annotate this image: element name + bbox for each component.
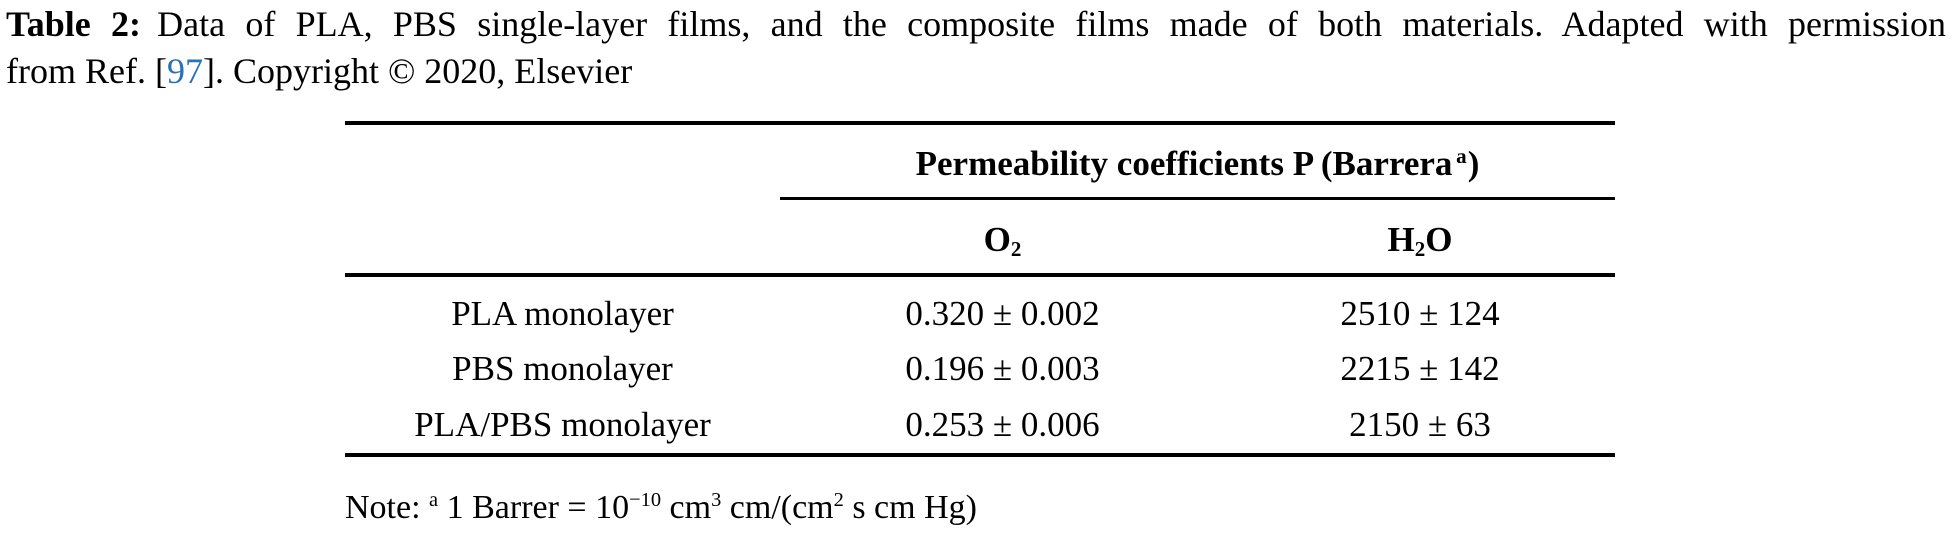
spanner-empty-cell — [345, 123, 780, 198]
note-text: 1 Barrer = 10 — [438, 489, 630, 526]
caption-text-line-2-pre: from Ref. [ — [6, 51, 167, 91]
note-exponent: 2 — [833, 488, 844, 511]
note-exponent: 3 — [711, 488, 722, 511]
h2o-post: O — [1425, 220, 1453, 260]
table-caption — [6, 1, 1946, 95]
cell-h2o-value: 2510 ± 124 — [1340, 293, 1500, 333]
caption-line-2 — [6, 48, 1946, 95]
note-text: cm — [661, 489, 712, 526]
table-row — [345, 341, 1615, 398]
cell-o2-value: 0.320 ± 0.002 — [905, 293, 1100, 333]
row-label: PLA/PBS monolayer — [345, 398, 780, 455]
note-exponent: −10 — [629, 488, 662, 511]
spanner-header-close: ) — [1467, 143, 1480, 183]
note-footnote-marker-a: a — [429, 488, 439, 511]
permeability-table — [345, 121, 1615, 457]
row-label: PBS monolayer — [452, 349, 673, 389]
caption-line-1 — [6, 1, 1946, 48]
table-note — [345, 489, 977, 527]
note-text: s cm Hg) — [843, 489, 977, 526]
h2o-base: H — [1387, 220, 1415, 260]
ref-link[interactable]: 97 — [166, 51, 203, 91]
cell-o2-value: 0.253 ± 0.006 — [780, 398, 1225, 455]
column-header-o2 — [780, 198, 1225, 275]
column-header-row — [345, 198, 1615, 275]
caption-text-line-2-post: ]. Copyright © 2020, Elsevier — [202, 51, 633, 91]
note-text: Note: — [345, 489, 430, 526]
table-spanner-row — [345, 123, 1615, 198]
table-row — [345, 398, 1615, 455]
cell-o2-value: 0.196 ± 0.003 — [905, 349, 1100, 389]
cell-h2o-value: 2215 ± 142 — [1340, 349, 1500, 389]
cell-h2o-value: 2150 ± 63 — [1225, 398, 1615, 455]
h2o-subscript: 2 — [1414, 236, 1426, 261]
row-label: PLA monolayer — [451, 293, 674, 333]
column-header-h2o — [1225, 198, 1615, 275]
table-spanner-header — [780, 123, 1615, 198]
column-header-empty — [345, 198, 780, 275]
note-text: cm/(cm — [721, 489, 834, 526]
caption-label: Table 2: — [6, 4, 141, 44]
caption-text-line-1: Data of PLA, PBS single-layer films, and the composite films made of both materials. Adapted with permission — [157, 4, 1947, 44]
spanner-header-text: Permeability coefficients P (Barrera — [915, 143, 1453, 183]
o2-base: O — [983, 220, 1011, 260]
footnote-marker-a: a — [1456, 144, 1467, 169]
o2-subscript: 2 — [1010, 236, 1022, 261]
table-row — [345, 275, 1615, 341]
